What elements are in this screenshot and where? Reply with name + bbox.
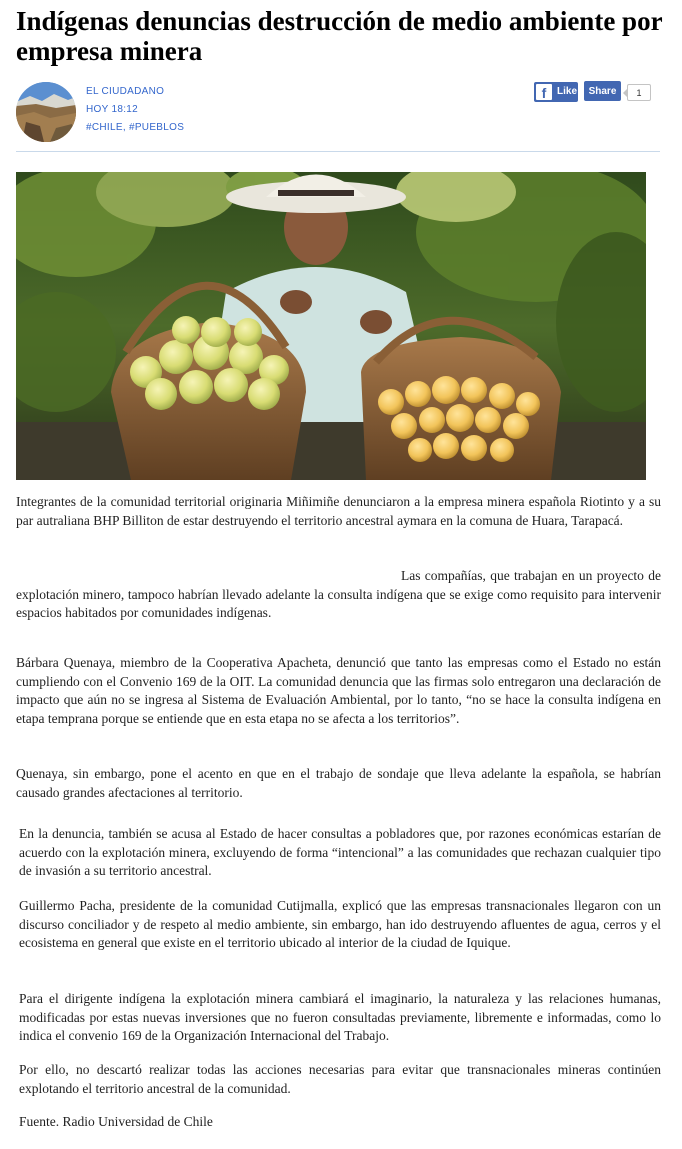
article-paragraph: Las compañías, que trabajan en un proyecto de explotación minero, tampoco habrían llevado adelante la consulta indígena que se exige como requisito para intervenir espacios habitados por comunidades indígenas. [16,568,661,620]
article-paragraph: Quenaya, sin embargo, pone el acento en que en el trabajo de sondaje que lleva adelante la española, se habrían causado grandes afectaciones al territorio. [16,766,661,800]
facebook-share-button[interactable]: Share [584,81,621,101]
article-paragraph: Para el dirigente indígena la explotación minera cambiará el imaginario, la naturaleza y las relaciones humanas, modificadas por estas nuevas inversiones que no fueron consultadas previamente, libremente e informadas, como lo indica el convenio 169 de la Organización Internacional del Trabajo. [19,991,661,1043]
author-link[interactable]: EL CIUDADANO [86,86,165,97]
source-credit: Fuente. Radio Universidad de Chile [19,1114,213,1129]
article-paragraph: Por ello, no descartó realizar todas las acciones necesarias para evitar que transnacionales mineras continúen explotando el territorio ancestral de la comunidad. [19,1062,661,1096]
article-paragraph: En la denuncia, también se acusa al Estado de hacer consultas a pobladores que, por razones económicas estarían de acuerdo con la explotación minera, excluyendo de forma “intencional” a las comunidades que rechazan cualquier tipo de invasión a su territorio ancestral. [19,826,661,878]
facebook-icon: f [536,84,552,100]
author-avatar[interactable] [16,82,76,142]
article-hero-image [16,172,646,480]
share-count: 1 [627,84,651,101]
divider [16,151,660,152]
article-paragraph: Bárbara Quenaya, miembro de la Cooperativa Apacheta, denunció que tanto las empresas como el Estado no están cumpliendo con el Convenio 169 de la OIT. La comunidad denuncia que las firmas solo entregaron una declaración de impacto que aún no se ingresa al Sistema de Evaluación Ambiental, por lo tanto, “no se hace la consulta indígena en etapa temprana porque se entiende que en esta etapa no se afecta a los territorios”. [16,655,661,726]
article-paragraph: Guillermo Pacha, presidente de la comunidad Cutijmalla, explicó que las empresas transnacionales llegaron con un discurso conciliador y de respeto al medio ambiente, sin embargo, han ido destruyendo afluentes de agua, cerros y el ecosistema en general que existe en el territorio ubicado al interior de la ciudad de Iquique. [19,898,661,950]
tags-links[interactable]: #CHILE, #PUEBLOS [86,122,185,133]
publish-date: HOY 18:12 [86,104,138,115]
article-paragraph: Integrantes de la comunidad territorial originaria Miñimiñe denunciaron a la empresa minera española Riotinto y a su par autraliana BHP Billiton de estar destruyendo el territorio ancestral aymara en la comuna de Huara, Tarapacá. [16,494,661,528]
article-title: Indígenas denuncias destrucción de medio ambiente por empresa minera [16,6,663,66]
facebook-like-button[interactable]: f Like [534,82,578,102]
